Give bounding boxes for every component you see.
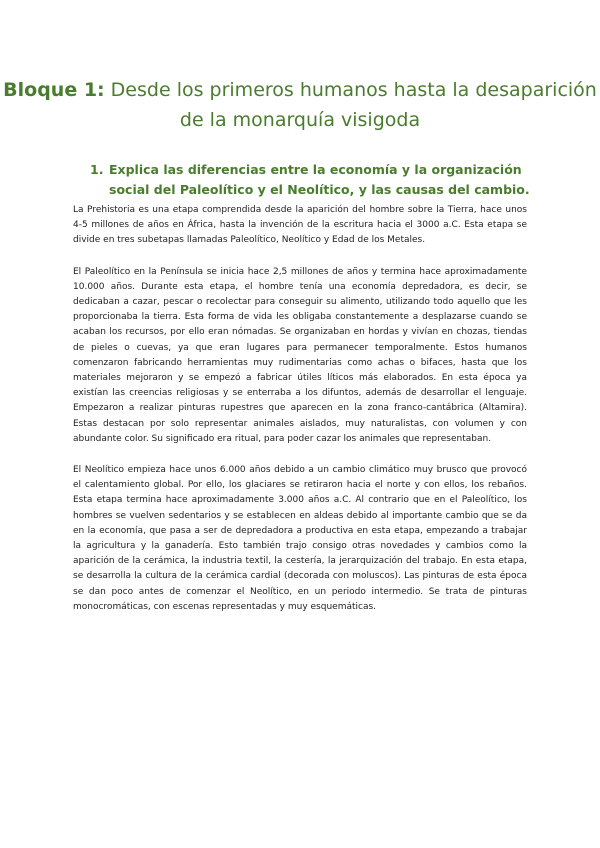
answer-body bbox=[73, 203, 527, 631]
title-bloque-label: Bloque 1: bbox=[3, 79, 105, 101]
question-text: Explica las diferencias entre la economía y la organización social del Paleolítico y el Neolítico, y las causas del cambio. bbox=[109, 162, 530, 197]
question-number: 1. bbox=[90, 162, 104, 177]
paragraph-intro: La Prehistoria es una etapa comprendida desde la aparición del hombre sobre la Tierra, hace unos 4-5 millones de años en África, hasta la invención de la escritura hacia el 3000 a.C. Esta etapa se divide en tres subetapas llamadas Paleolítico, Neolítico y Edad de los Metales. bbox=[73, 205, 527, 246]
paragraph-paleolitico: El Paleolítico en la Península se inicia hace 2,5 millones de años y termina hace aproximadamente 10.000 años. Durante esta etapa, el hombre tenía una economía depredadora, es decir, se dedicaban a cazar, pescar o recolectar para conseguir su alimento, utilizando todo aquello que les proporcionaba la tierra. Esta forma de vida les obligaba constantemente a desplazarse cuando se acaban los recursos, por ello eran nómadas. Se organizaban en hordas y vivían en chozas, tiendas de pieles o cuevas, ya que eran lugares para permanecer temporalmente. Estos humanos comenzaron fabricando herramientas muy rudimentarias como achas o bifaces, hasta que los materiales mejoraron y se empezó a fabricar útiles líticos más elaborados. En esta época ya existían las creencias religiosas y se enterraba a los difuntos, además de desarrollar el lenguaje. Empezaron a realizar pinturas rupestres que aparecen en la zona franco-cantábrica (Altamira). Estas destacan por solo representar animales aislados, muy naturalistas, con volumen y con abundante color. Su significado era ritual, para poder cazar los animales que representaban. bbox=[73, 266, 527, 444]
page-title bbox=[0, 75, 600, 135]
paragraph-neolitico: El Neolítico empieza hace unos 6.000 años debido a un cambio climático muy brusco que provocó el calentamiento global. Por ello, los glaciares se retiraron hacia el norte y con ellos, los rebaños. Esta etapa termina hace aproximadamente 3.000 años a.C. Al contrario que en el Paleolítico, los hombres se vuelven sedentarios y se establecen en aldeas debido al importante cambio que se da en la economía, que pasa a ser de depredadora a productiva en esta etapa, empezando a trabajar la agricultura y la ganadería. Esto también trajo consigo otras novedades y cambios como la aparición de la cerámica, la industria textil, la cestería, la jerarquización del trabajo. En esta etapa, se desarrolla la cultura de la cerámica cardial (decorada con moluscos). Las pinturas de esta época se dan poco antes de comenzar el Neolítico, en un periodo intermedio. Se trata de pinturas monocromáticas, con escenas representadas y muy esquemáticas. bbox=[73, 465, 527, 612]
title-text: Desde los primeros humanos hasta la desaparición de la monarquía visigoda bbox=[104, 79, 597, 131]
question-heading bbox=[90, 160, 530, 200]
